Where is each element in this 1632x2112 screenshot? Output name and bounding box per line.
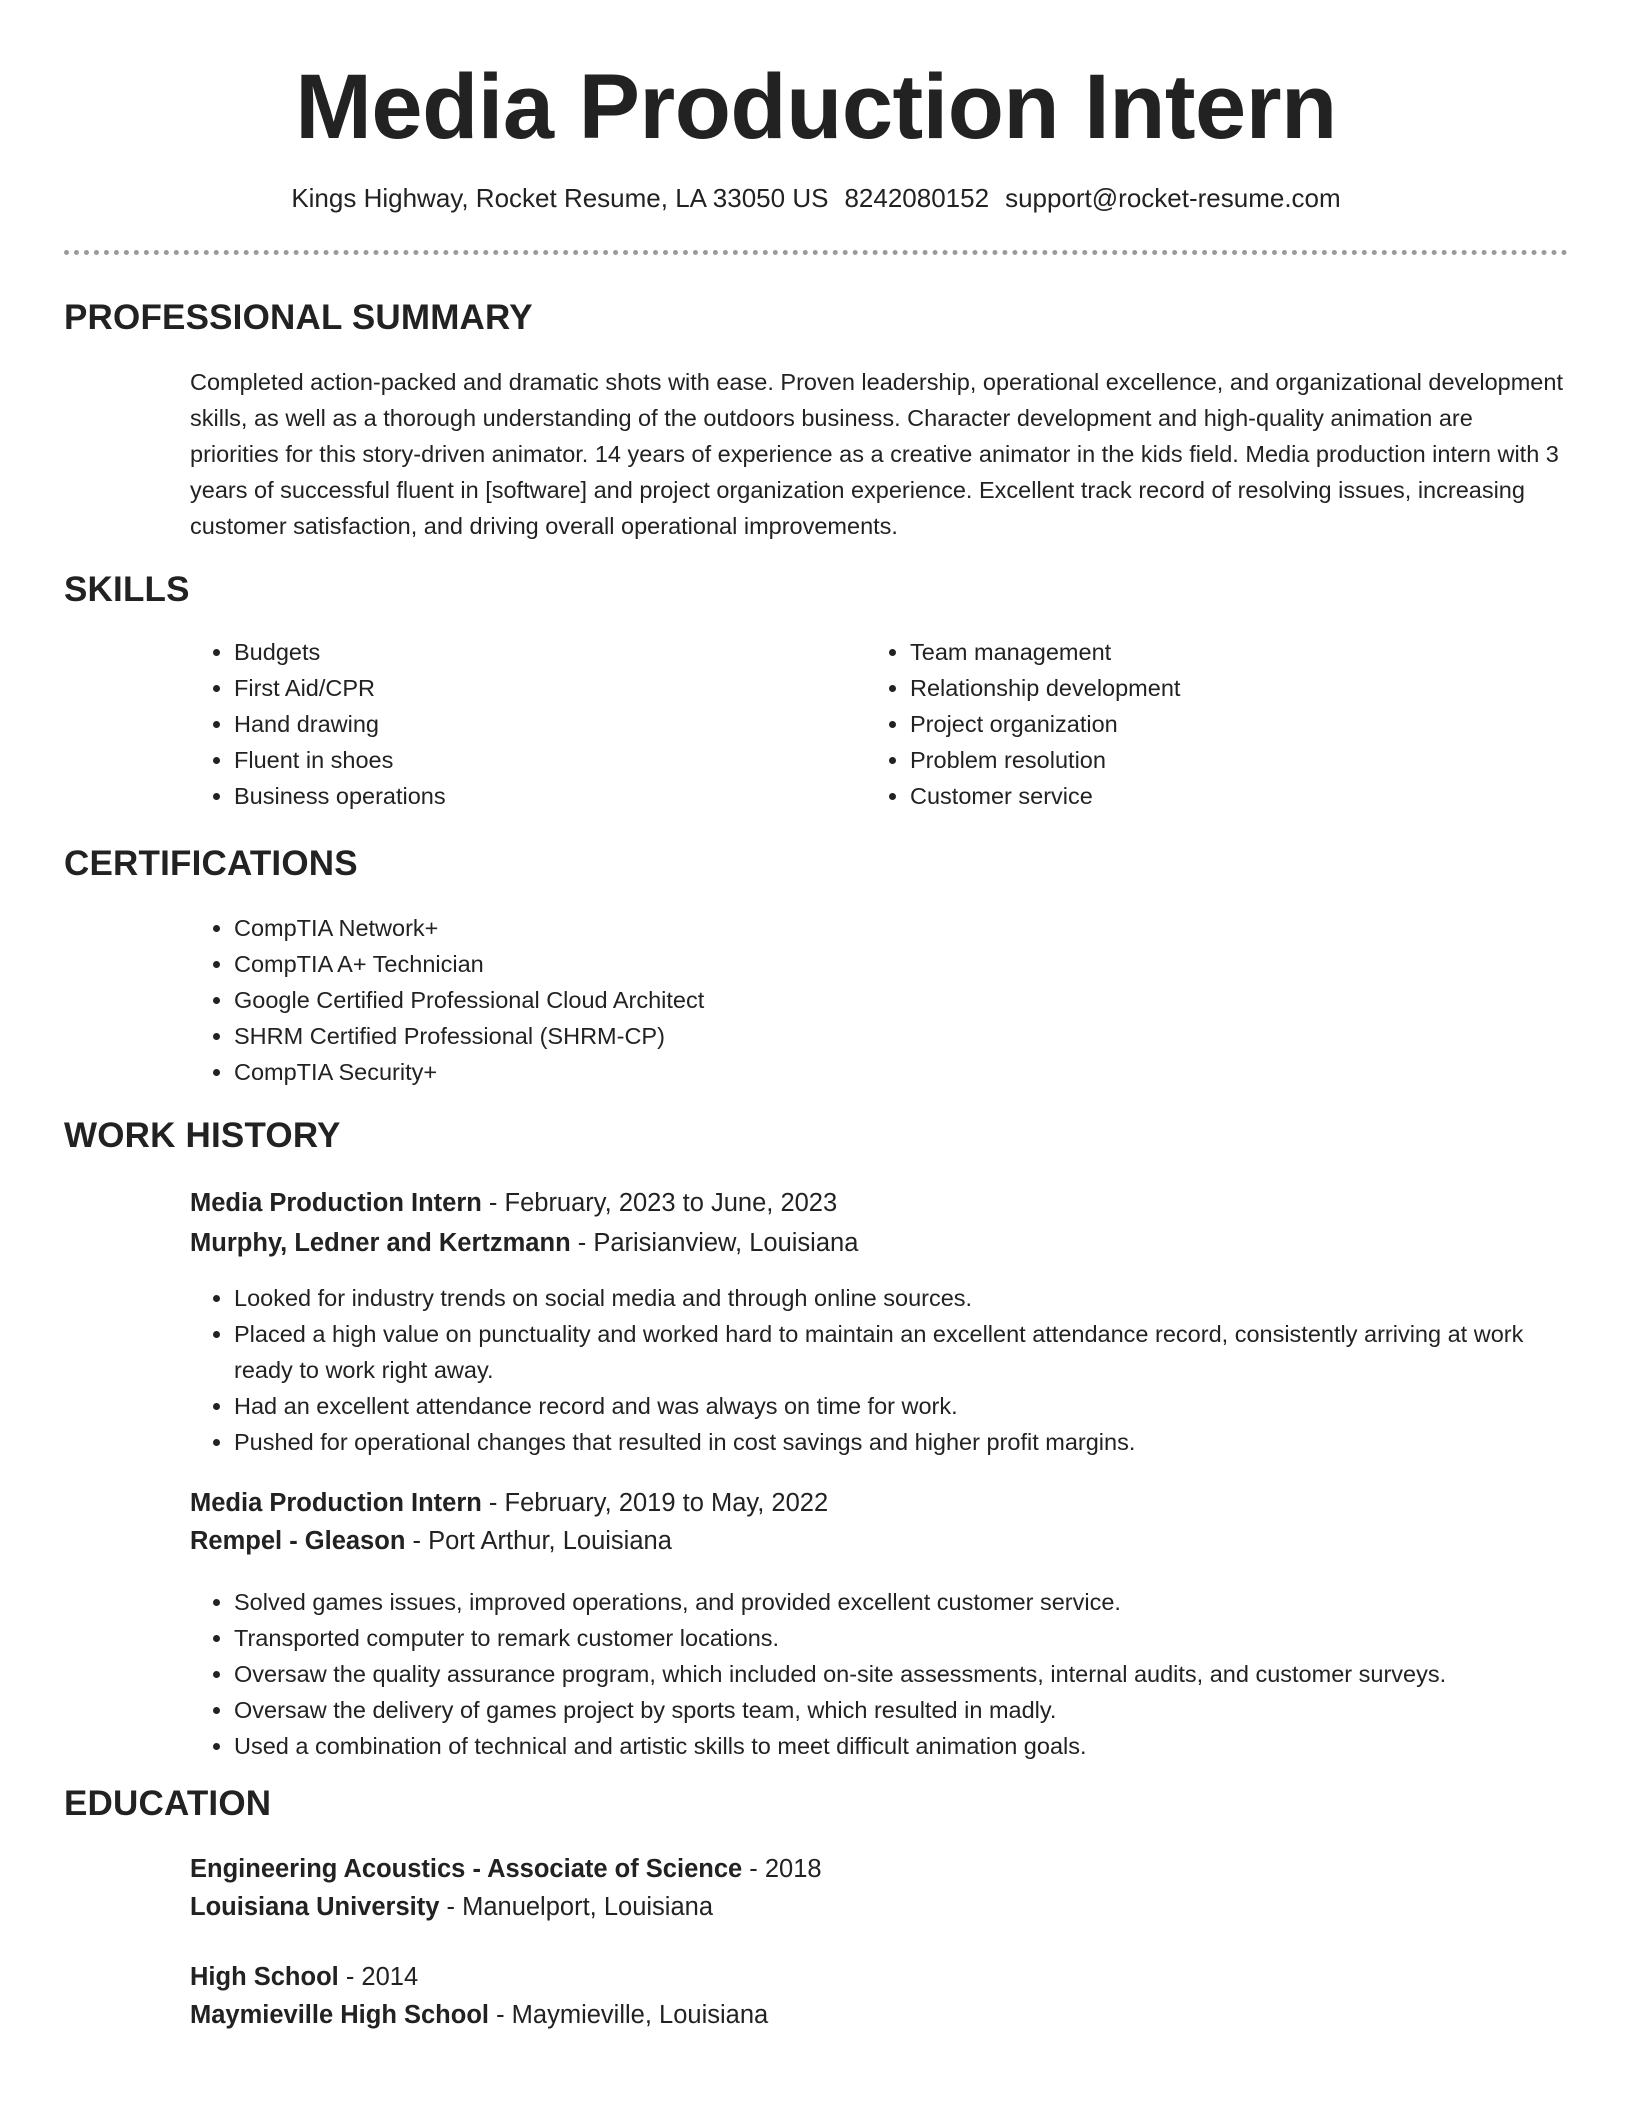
job-1-dates: - February, 2023 to June, 2023 (481, 1189, 838, 1217)
education-1-degree-line (190, 1850, 822, 1888)
certifications-list (190, 910, 1534, 1090)
list-item: • Used a combination of technical and artistic skills to meet difficult animation goals. (234, 1728, 1612, 1764)
education-2-school: Maymieville High School (190, 2001, 489, 2029)
contact-email: support@rocket-resume.com (1005, 183, 1341, 213)
list-item: • Oversaw the quality assurance program, which included on-site assessments, internal audits, and customer surveys. (234, 1656, 1612, 1692)
list-item: • Transported computer to remark customer locations. (234, 1620, 1612, 1656)
list-item: • Google Certified Professional Cloud Architect (234, 982, 1534, 1018)
list-item: • Hand drawing (234, 706, 834, 742)
list-item: • Customer service (910, 778, 1550, 814)
list-item: • SHRM Certified Professional (SHRM-CP) (234, 1018, 1534, 1054)
education-1-year: - 2018 (742, 1855, 822, 1883)
work-history-heading: WORK HISTORY (64, 1116, 341, 1155)
job-2-company: Rempel - Gleason (190, 1527, 406, 1555)
job-2-role: Media Production Intern (190, 1489, 482, 1517)
list-item: • Problem resolution (910, 742, 1550, 778)
list-item: • Project organization (910, 706, 1550, 742)
education-1-school: Louisiana University (190, 1893, 440, 1921)
list-item: • Business operations (234, 778, 834, 814)
list-item: • CompTIA Security+ (234, 1054, 1534, 1090)
skills-heading: SKILLS (64, 570, 190, 609)
job-2-title-line (190, 1484, 828, 1522)
resume-name-heading: Media Production Intern (295, 56, 1337, 158)
list-item: • Fluent in shoes (234, 742, 834, 778)
job-1-role: Media Production Intern (190, 1189, 482, 1217)
job-1-bullets (190, 1280, 1568, 1460)
education-2-degree-line (190, 1958, 418, 1996)
list-item: • Had an excellent attendance record and was always on time for work. (234, 1388, 1568, 1424)
list-item: • Solved games issues, improved operations, and provided excellent customer service. (234, 1584, 1612, 1620)
education-1-degree: Engineering Acoustics - Associate of Science (190, 1855, 743, 1883)
certifications-heading: CERTIFICATIONS (64, 844, 358, 883)
job-2-location: - Port Arthur, Louisiana (405, 1527, 672, 1555)
list-item: • Looked for industry trends on social media and through online sources. (234, 1280, 1568, 1316)
header-divider (64, 250, 1568, 255)
list-item: • Placed a high value on punctuality and worked hard to maintain an excellent attendance record, consistently arriving at work ready to work right away. (234, 1316, 1568, 1388)
contact-address: Kings Highway, Rocket Resume, LA 33050 US (291, 183, 829, 213)
job-2-bullets (190, 1584, 1612, 1764)
list-item: • Pushed for operational changes that resulted in cost savings and higher profit margins. (234, 1424, 1568, 1460)
summary-text: Completed action-packed and dramatic shots with ease. Proven leadership, operational excellence, and organizational development skills, as well as a thorough understanding of the outdoors business. Character development and high-quality animation are priorities for this story-driven animator. 14 years of experience as a creative animator in the kids field. Media production intern with 3 years of successful fluent in [software] and project organization experience. Excellent track record of resolving issues, increasing customer satisfaction, and driving overall operational improvements. (190, 369, 1563, 539)
education-2-school-line (190, 1996, 768, 2034)
contact-phone: 8242080152 (844, 183, 990, 213)
list-item: • CompTIA A+ Technician (234, 946, 1534, 982)
education-2-year: - 2014 (338, 1963, 419, 1991)
summary-heading: PROFESSIONAL SUMMARY (64, 298, 533, 337)
list-item: • Relationship development (910, 670, 1550, 706)
skills-list-right (866, 634, 1550, 814)
contact-line (64, 180, 1568, 216)
job-1-company: Murphy, Ledner and Kertzmann (190, 1229, 571, 1257)
job-1-company-line (190, 1224, 858, 1262)
job-2-dates: - February, 2019 to May, 2022 (481, 1489, 829, 1517)
job-1-title-line (190, 1184, 837, 1222)
list-item: • First Aid/CPR (234, 670, 834, 706)
skills-list-left (190, 634, 834, 814)
list-item: • Budgets (234, 634, 834, 670)
list-item: • CompTIA Network+ (234, 910, 1534, 946)
education-2-degree: High School (190, 1963, 339, 1991)
job-2-company-line (190, 1522, 672, 1560)
job-1-location: - Parisianview, Louisiana (570, 1229, 859, 1257)
education-2-location: - Maymieville, Louisiana (489, 2001, 769, 2029)
education-heading: EDUCATION (64, 1784, 272, 1823)
list-item: • Oversaw the delivery of games project by sports team, which resulted in madly. (234, 1692, 1612, 1728)
education-1-location: - Manuelport, Louisiana (439, 1893, 713, 1921)
education-1-school-line (190, 1888, 713, 1926)
list-item: • Team management (910, 634, 1550, 670)
